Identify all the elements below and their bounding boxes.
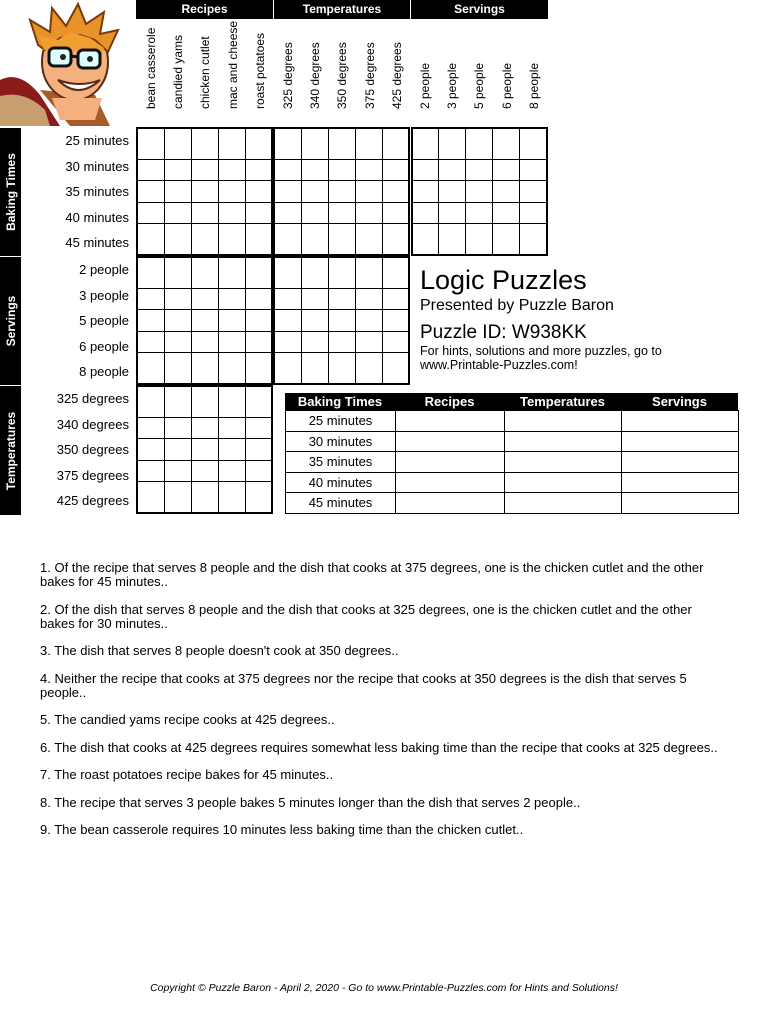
column-label-servings: [521, 19, 548, 127]
answer-table: [285, 410, 739, 514]
column-label-text: 2 people: [417, 62, 432, 109]
answer-cell[interactable]: [622, 431, 739, 452]
mascot-illustration: [0, 0, 135, 126]
grid-cell[interactable]: [191, 223, 218, 255]
grid-cell[interactable]: [164, 128, 191, 160]
column-label-text: mac and cheese: [225, 20, 240, 109]
temperatures-category-header: Temperatures: [274, 0, 410, 19]
answer-row: [286, 472, 739, 493]
grid-cell[interactable]: [301, 202, 328, 223]
grid-cell[interactable]: [466, 202, 493, 223]
column-label-text: bean casserole: [143, 27, 158, 109]
grid-cell[interactable]: [355, 128, 382, 160]
column-label-temperatures: [356, 19, 383, 127]
grid-cell[interactable]: [355, 223, 382, 255]
column-label-temperatures: [274, 19, 301, 127]
grid-cell[interactable]: [137, 386, 164, 418]
clue-item: 7. The roast potatoes recipe bakes for 45 minutes..: [40, 767, 334, 782]
grid-cell[interactable]: [137, 181, 164, 202]
grid-cell[interactable]: [191, 481, 218, 513]
column-label-text: 325 degrees: [280, 42, 295, 109]
page-title: Logic Puzzles: [420, 265, 587, 295]
grid-cell[interactable]: [466, 181, 493, 202]
answer-row: [286, 452, 739, 473]
grid-cell[interactable]: [164, 289, 191, 310]
grid-cell[interactable]: [493, 223, 520, 255]
answer-cell[interactable]: [622, 493, 739, 514]
column-label-recipes: [164, 19, 191, 127]
grid-cell[interactable]: [301, 289, 328, 310]
grid-cell[interactable]: [439, 202, 466, 223]
grid-cell[interactable]: [245, 418, 272, 439]
recipes-category-header: Recipes: [136, 0, 273, 19]
column-label-servings: [411, 19, 438, 127]
row-label-temperatures: 350 degrees: [56, 442, 129, 458]
answer-row-label: 45 minutes: [286, 493, 396, 514]
answer-header-temperatures: Temperatures: [504, 393, 621, 410]
answer-row-label: 30 minutes: [286, 431, 396, 452]
grid-cell[interactable]: [520, 128, 547, 160]
grid-cell[interactable]: [301, 310, 328, 331]
row-label-servings: 8 people: [79, 364, 129, 380]
row-label-baking: 45 minutes: [65, 235, 129, 251]
answer-cell[interactable]: [396, 411, 505, 432]
column-label-temperatures: [384, 19, 411, 127]
grid-cell[interactable]: [245, 439, 272, 460]
grid-block: [136, 127, 273, 256]
grid-cell[interactable]: [245, 481, 272, 513]
hint-line-2[interactable]: www.Printable-Puzzles.com!: [420, 358, 578, 372]
grid-cell[interactable]: [328, 202, 355, 223]
grid-cell[interactable]: [382, 181, 409, 202]
row-label-servings: 2 people: [79, 262, 129, 277]
answer-cell[interactable]: [396, 493, 505, 514]
grid-cell[interactable]: [164, 310, 191, 331]
grid-cell[interactable]: [164, 386, 191, 418]
answer-row-label: 40 minutes: [286, 472, 396, 493]
column-label-servings: [493, 19, 520, 127]
column-label-recipes: [137, 19, 164, 127]
grid-cell[interactable]: [191, 331, 218, 352]
grid-cell[interactable]: [355, 257, 382, 289]
grid-block: [136, 256, 273, 385]
grid-cell[interactable]: [137, 257, 164, 289]
grid-cell[interactable]: [164, 481, 191, 513]
grid-cell[interactable]: [301, 352, 328, 384]
baking-times-band: Baking Times: [0, 128, 21, 256]
grid-cell[interactable]: [466, 223, 493, 255]
grid-cell[interactable]: [301, 181, 328, 202]
grid-cell[interactable]: [274, 160, 301, 181]
grid-cell[interactable]: [520, 181, 547, 202]
grid-cell[interactable]: [382, 310, 409, 331]
clue-item: 8. The recipe that serves 3 people bakes 5 minutes longer than the dish that serves 2 people..: [40, 794, 581, 810]
answer-row: [286, 411, 739, 432]
grid-cell[interactable]: [137, 481, 164, 513]
row-label-baking: 25 minutes: [65, 133, 129, 148]
grid-cell[interactable]: [245, 202, 272, 223]
grid-cell[interactable]: [493, 128, 520, 160]
row-label-baking: 30 minutes: [65, 158, 129, 174]
grid-cell[interactable]: [328, 223, 355, 255]
grid-cell[interactable]: [191, 460, 218, 481]
column-label-text: 375 degrees: [362, 42, 377, 109]
grid-cell[interactable]: [245, 160, 272, 181]
grid-cell[interactable]: [439, 160, 466, 181]
row-label-temperatures: 340 degrees: [56, 416, 129, 432]
grid-cell[interactable]: [439, 181, 466, 202]
grid-cell[interactable]: [191, 289, 218, 310]
grid-cell[interactable]: [328, 310, 355, 331]
grid-cell[interactable]: [218, 223, 245, 255]
grid-cell[interactable]: [328, 128, 355, 160]
grid-cell[interactable]: [164, 418, 191, 439]
clue-item: 1. Of the recipe that serves 8 people and the dish that cooks at 375 degrees, one is the chicken cutlet and the other bakes for 45 minutes..: [40, 560, 704, 589]
grid-cell[interactable]: [355, 331, 382, 352]
grid-cell[interactable]: [382, 352, 409, 384]
grid-cell[interactable]: [137, 310, 164, 331]
answer-header-recipes: Recipes: [395, 393, 504, 410]
grid-cell[interactable]: [137, 223, 164, 255]
grid-cell[interactable]: [218, 257, 245, 289]
answer-row-label: 35 minutes: [286, 452, 396, 473]
column-label-recipes: [247, 19, 274, 127]
answer-cell[interactable]: [505, 452, 622, 473]
row-label-baking: 40 minutes: [65, 209, 129, 225]
grid-cell[interactable]: [439, 128, 466, 160]
grid-cell[interactable]: [218, 386, 245, 418]
grid-cell[interactable]: [218, 439, 245, 460]
hint-line-1: For hints, solutions and more puzzles, go to: [420, 344, 662, 358]
grid-block: [411, 127, 548, 256]
column-label-recipes: [192, 19, 219, 127]
grid-cell[interactable]: [493, 202, 520, 223]
copyright-footer: Copyright © Puzzle Baron - April 2, 2020 - Go to www.Printable-Puzzles.com for Hints and Solutions!: [150, 982, 618, 994]
row-label-servings: 6 people: [79, 338, 129, 354]
grid-cell[interactable]: [137, 460, 164, 481]
grid-cell[interactable]: [355, 202, 382, 223]
grid-cell[interactable]: [218, 128, 245, 160]
answer-cell[interactable]: [505, 493, 622, 514]
column-label-text: chicken cutlet: [198, 36, 213, 109]
grid-cell[interactable]: [382, 202, 409, 223]
grid-cell[interactable]: [274, 257, 301, 289]
answer-row: [286, 431, 739, 452]
grid-cell[interactable]: [382, 331, 409, 352]
grid-cell[interactable]: [301, 257, 328, 289]
row-label-servings: 3 people: [79, 287, 129, 303]
grid-cell[interactable]: [218, 481, 245, 513]
grid-cell[interactable]: [328, 352, 355, 384]
answer-cell[interactable]: [622, 472, 739, 493]
grid-block: [273, 256, 410, 385]
grid-cell[interactable]: [191, 257, 218, 289]
grid-cell[interactable]: [520, 202, 547, 223]
grid-cell[interactable]: [191, 418, 218, 439]
grid-cell[interactable]: [218, 460, 245, 481]
grid-cell[interactable]: [218, 418, 245, 439]
column-label-text: 3 people: [444, 62, 459, 109]
grid-cell[interactable]: [164, 460, 191, 481]
grid-cell[interactable]: [412, 181, 439, 202]
grid-cell[interactable]: [355, 289, 382, 310]
answer-row: [286, 493, 739, 514]
column-label-text: 5 people: [472, 62, 487, 109]
column-label-text: 6 people: [499, 62, 514, 109]
row-label-servings: 5 people: [79, 313, 129, 329]
grid-cell[interactable]: [137, 439, 164, 460]
grid-cell[interactable]: [466, 128, 493, 160]
grid-cell[interactable]: [328, 181, 355, 202]
grid-cell[interactable]: [382, 223, 409, 255]
grid-cell[interactable]: [382, 257, 409, 289]
grid-cell[interactable]: [137, 352, 164, 384]
grid-cell[interactable]: [245, 310, 272, 331]
answer-header-baking: Baking Times: [285, 393, 395, 410]
grid-cell[interactable]: [164, 160, 191, 181]
column-label-text: candied yams: [170, 34, 185, 109]
grid-cell[interactable]: [245, 257, 272, 289]
grid-cell[interactable]: [164, 181, 191, 202]
temperatures-band: Temperatures: [0, 386, 21, 515]
grid-cell[interactable]: [355, 181, 382, 202]
grid-cell[interactable]: [493, 181, 520, 202]
grid-cell[interactable]: [191, 310, 218, 331]
grid-cell[interactable]: [191, 202, 218, 223]
grid-cell[interactable]: [191, 160, 218, 181]
grid-cell[interactable]: [245, 352, 272, 384]
answer-cell[interactable]: [396, 431, 505, 452]
grid-cell[interactable]: [382, 128, 409, 160]
grid-cell[interactable]: [245, 181, 272, 202]
grid-cell[interactable]: [245, 128, 272, 160]
grid-block: [136, 385, 273, 514]
column-label-text: 8 people: [527, 62, 542, 109]
grid-cell[interactable]: [137, 289, 164, 310]
answer-cell[interactable]: [505, 431, 622, 452]
clue-item: 6. The dish that cooks at 425 degrees requires somewhat less baking time than the recipe that cooks at 325 degrees..: [40, 739, 718, 755]
row-label-baking: 35 minutes: [65, 184, 129, 200]
column-label-text: 340 degrees: [307, 42, 322, 109]
grid-cell[interactable]: [164, 439, 191, 460]
column-label-servings: [438, 19, 465, 127]
servings-category-header: Servings: [411, 0, 548, 19]
grid-cell[interactable]: [137, 418, 164, 439]
grid-cell[interactable]: [218, 352, 245, 384]
grid-cell[interactable]: [245, 223, 272, 255]
answer-cell[interactable]: [396, 472, 505, 493]
answer-cell[interactable]: [396, 452, 505, 473]
grid-cell[interactable]: [164, 352, 191, 384]
grid-cell[interactable]: [191, 386, 218, 418]
grid-cell[interactable]: [274, 128, 301, 160]
grid-cell[interactable]: [274, 202, 301, 223]
answer-cell[interactable]: [505, 411, 622, 432]
grid-cell[interactable]: [412, 202, 439, 223]
grid-cell[interactable]: [301, 160, 328, 181]
grid-block: [273, 127, 410, 256]
grid-cell[interactable]: [328, 257, 355, 289]
grid-cell[interactable]: [301, 331, 328, 352]
row-label-temperatures: 325 degrees: [56, 391, 129, 406]
clue-item: 5. The candied yams recipe cooks at 425 degrees..: [40, 712, 335, 727]
clue-item: 3. The dish that serves 8 people doesn't cook at 350 degrees..: [40, 643, 399, 658]
grid-cell[interactable]: [191, 128, 218, 160]
column-label-servings: [466, 19, 493, 127]
grid-cell[interactable]: [412, 160, 439, 181]
grid-cell[interactable]: [274, 331, 301, 352]
grid-cell[interactable]: [439, 223, 466, 255]
row-label-temperatures: 425 degrees: [56, 493, 129, 509]
clue-item: 9. The bean casserole requires 10 minutes less baking time than the chicken cutlet..: [40, 822, 524, 837]
grid-cell[interactable]: [355, 310, 382, 331]
grid-cell[interactable]: [412, 128, 439, 160]
grid-cell[interactable]: [137, 202, 164, 223]
grid-cell[interactable]: [218, 160, 245, 181]
grid-cell[interactable]: [191, 439, 218, 460]
grid-cell[interactable]: [328, 160, 355, 181]
grid-cell[interactable]: [218, 310, 245, 331]
answer-cell[interactable]: [505, 472, 622, 493]
grid-cell[interactable]: [493, 160, 520, 181]
grid-cell[interactable]: [218, 289, 245, 310]
column-label-text: 425 degrees: [390, 42, 405, 109]
grid-cell[interactable]: [164, 223, 191, 255]
grid-cell[interactable]: [245, 386, 272, 418]
answer-cell[interactable]: [622, 411, 739, 432]
grid-cell[interactable]: [355, 352, 382, 384]
clue-item: 4. Neither the recipe that cooks at 375 degrees nor the recipe that cooks at 350 degrees is the dish that serves 5 people..: [40, 670, 687, 700]
column-label-recipes: [219, 19, 246, 127]
grid-cell[interactable]: [355, 160, 382, 181]
grid-cell[interactable]: [245, 331, 272, 352]
grid-cell[interactable]: [218, 331, 245, 352]
grid-cell[interactable]: [164, 257, 191, 289]
grid-cell[interactable]: [218, 202, 245, 223]
grid-cell[interactable]: [274, 289, 301, 310]
clue-item: 2. Of the dish that serves 8 people and the dish that cooks at 325 degrees, one is the chicken cutlet and the other bakes for 30 minutes..: [40, 601, 692, 631]
grid-cell[interactable]: [245, 460, 272, 481]
grid-cell[interactable]: [520, 223, 547, 255]
answer-header-servings: Servings: [621, 393, 738, 410]
grid-cell[interactable]: [274, 310, 301, 331]
clue-list: [40, 561, 730, 851]
grid-cell[interactable]: [191, 181, 218, 202]
grid-cell[interactable]: [412, 223, 439, 255]
column-label-text: roast potatoes: [253, 32, 268, 109]
grid-cell[interactable]: [191, 352, 218, 384]
grid-cell[interactable]: [382, 160, 409, 181]
grid-cell[interactable]: [218, 181, 245, 202]
column-label-temperatures: [329, 19, 356, 127]
row-label-temperatures: 375 degrees: [56, 467, 129, 483]
grid-cell[interactable]: [137, 160, 164, 181]
column-label-temperatures: [301, 19, 328, 127]
grid-cell[interactable]: [466, 160, 493, 181]
grid-cell[interactable]: [301, 128, 328, 160]
grid-cell[interactable]: [137, 331, 164, 352]
presented-by: Presented by Puzzle Baron: [420, 297, 614, 314]
servings-band: Servings: [0, 257, 21, 385]
grid-cell[interactable]: [274, 352, 301, 384]
grid-cell[interactable]: [520, 160, 547, 181]
answer-row-label: 25 minutes: [286, 411, 396, 432]
grid-cell[interactable]: [164, 331, 191, 352]
grid-cell[interactable]: [274, 181, 301, 202]
grid-cell[interactable]: [382, 289, 409, 310]
grid-cell[interactable]: [301, 223, 328, 255]
grid-cell[interactable]: [274, 223, 301, 255]
grid-cell[interactable]: [164, 202, 191, 223]
grid-cell[interactable]: [328, 331, 355, 352]
grid-cell[interactable]: [245, 289, 272, 310]
grid-cell[interactable]: [137, 128, 164, 160]
answer-cell[interactable]: [622, 452, 739, 473]
puzzle-id: Puzzle ID: W938KK: [420, 322, 587, 343]
grid-cell[interactable]: [328, 289, 355, 310]
column-label-text: 350 degrees: [335, 42, 350, 109]
